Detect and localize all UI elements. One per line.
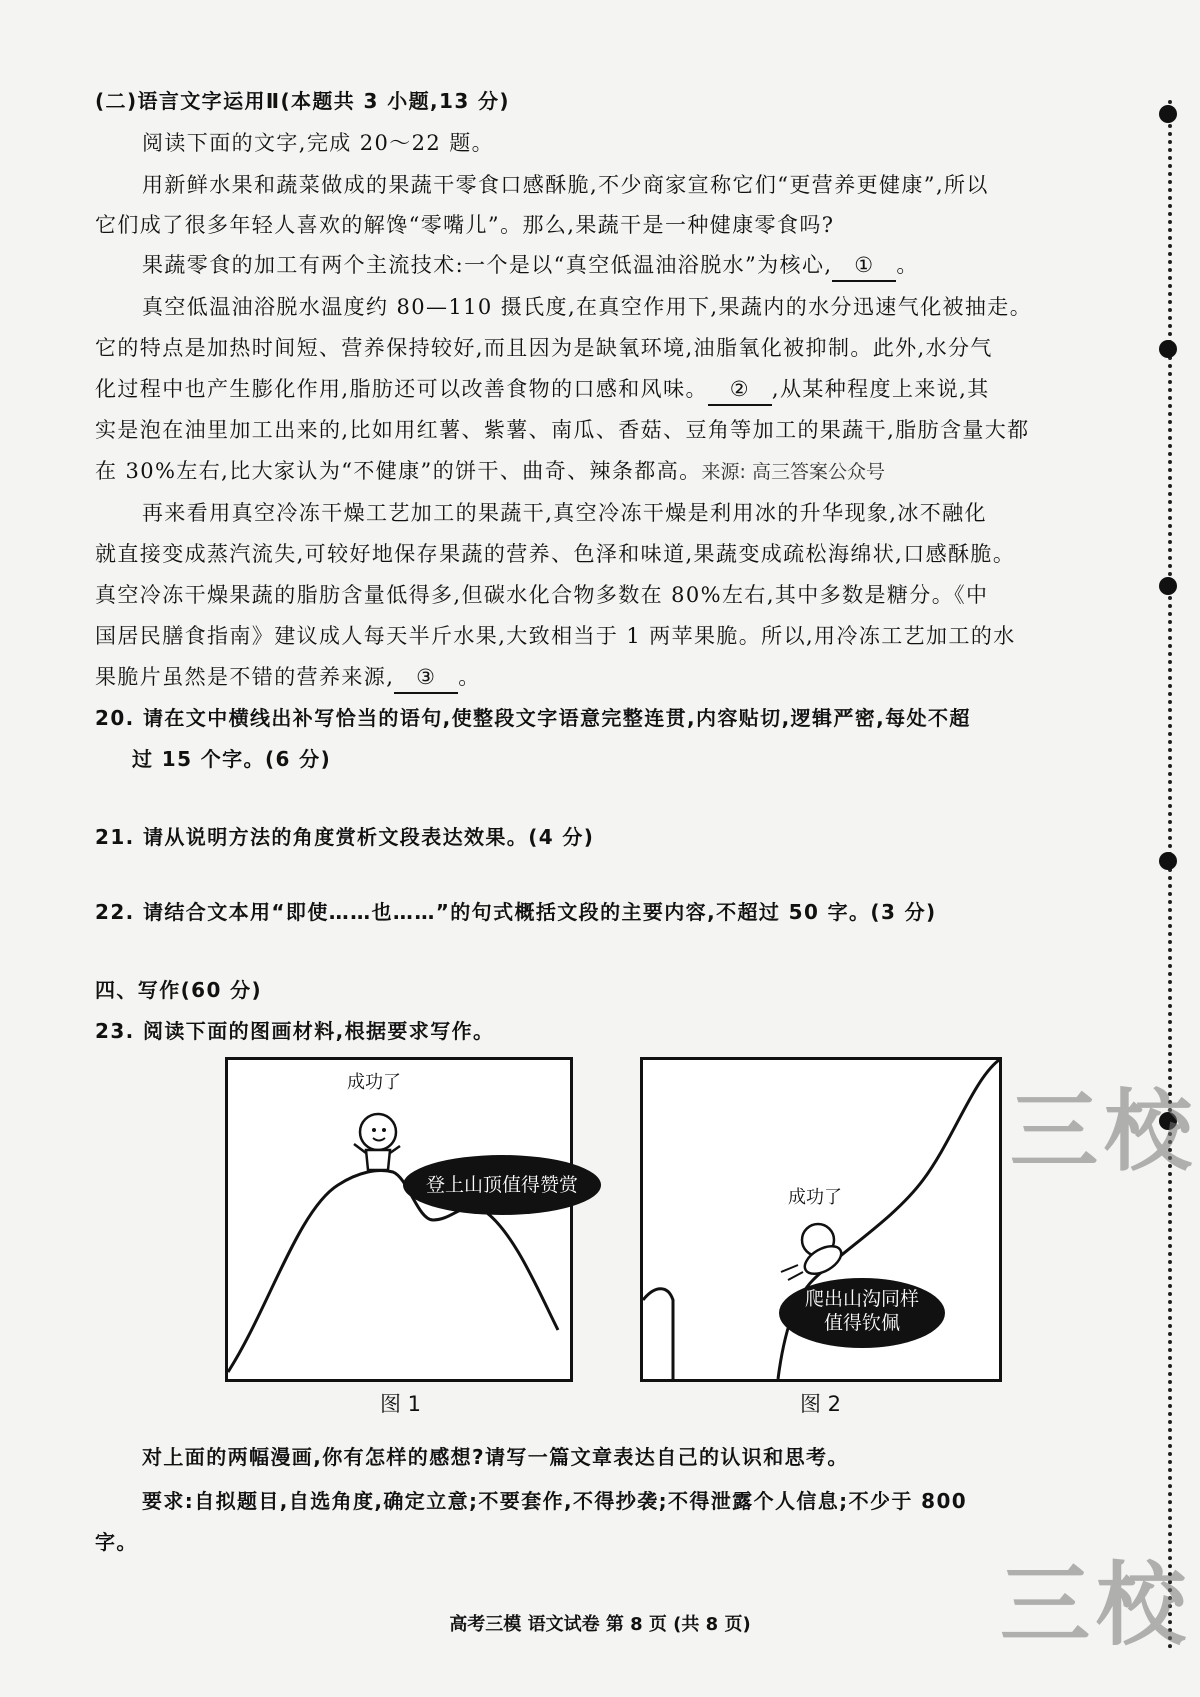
question-20-line-1: 20. 请在文中横线出补写恰当的语句,使整段文字语意完整连贯,内容贴切,逻辑严密,每处不超 [95, 706, 971, 730]
figure-2-caption: 图 2 [800, 1392, 842, 1416]
reading-instruction: 阅读下面的文字,完成 20～22 题。 [142, 131, 495, 155]
figure-1-speech: 成功了 [347, 1072, 401, 1093]
figure-1-caption: 图 1 [380, 1392, 422, 1416]
paragraph-4-line-3: 真空冷冻干燥果蔬的脂肪含量低得多,但碳水化合物多数在 80%左右,其中多数是糖分。《中 [95, 583, 989, 607]
paragraph-3-line-5 [95, 456, 885, 487]
binding-dot [1159, 577, 1177, 595]
question-22: 22. 请结合文本用“即使……也……”的句式概括文段的主要内容,不超过 50 字。(3 分) [95, 900, 937, 924]
figure-2-bubble-line-2: 值得钦佩 [823, 1312, 900, 1334]
figure-2-bubble [779, 1278, 945, 1348]
paragraph-3-line-1: 真空低温油浴脱水温度约 80—110 摄氏度,在真空作用下,果蔬内的水分迅速气化被抽走。 [142, 295, 1033, 319]
mountain-peak-drawing [228, 1060, 570, 1379]
paragraph-3-line-3 [95, 374, 990, 406]
blank-1: ① [832, 250, 896, 282]
source-note: 来源: 高三答案公众号 [701, 461, 885, 483]
binding-dot [1159, 340, 1177, 358]
paragraph-4-line-5 [95, 662, 481, 694]
question-20-line-2: 过 15 个字。(6 分) [132, 747, 332, 771]
cartoon-figure-2 [640, 1057, 1002, 1382]
paragraph-4-end: 。 [458, 665, 481, 689]
section-4-title: 四、写作(60 分) [95, 978, 263, 1002]
binding-dotted-line [1168, 100, 1172, 1650]
paragraph-4-line-1: 再来看用真空冷冻干燥工艺加工的果蔬干,真空冷冻干燥是利用冰的升华现象,冰不融化 [142, 501, 987, 525]
paragraph-2-text: 果蔬零食的加工有两个主流技术:一个是以“真空低温油浴脱水”为核心, [142, 253, 833, 277]
figure-2-bubble-line-1: 爬出山沟同样 [804, 1288, 919, 1310]
blank-3: ③ [394, 662, 458, 694]
page-footer: 高考三模 语文试卷 第 8 页 (共 8 页) [449, 1614, 751, 1635]
section-2-title: (二)语言文字运用Ⅱ(本题共 3 小题,13 分) [95, 89, 510, 113]
paragraph-4-line-4: 国居民膳食指南》建议成人每天半斤水果,大致相当于 1 两苹果脆。所以,用冷冻工艺加工的水 [95, 624, 1016, 648]
writing-prompt: 对上面的两幅漫画,你有怎样的感想?请写一篇文章表达自己的认识和思考。 [142, 1445, 849, 1469]
paragraph-4-text: 果脆片虽然是不错的营养来源, [95, 665, 395, 689]
paragraph-2-line-1 [142, 250, 919, 282]
paragraph-3-text-c: 在 30%左右,比大家认为“不健康”的饼干、曲奇、辣条都高。 [95, 459, 702, 483]
bleed-through-mark-2: 三校 [1000, 1552, 1192, 1658]
paragraph-3-text-b: ,从某种程度上来说,其 [771, 377, 990, 401]
writing-requirements-line-2: 字。 [95, 1530, 138, 1554]
paragraph-3-text-a: 化过程中也产生膨化作用,脂肪还可以改善食物的口感和风味。 [95, 377, 708, 401]
figure-1-bubble: 登上山顶值得赞赏 [403, 1155, 601, 1215]
paragraph-4-line-2: 就直接变成蒸汽流失,可较好地保存果蔬的营养、色泽和味道,果蔬变成疏松海绵状,口感酥脆。 [95, 542, 1016, 566]
paragraph-2-end: 。 [896, 253, 919, 277]
blank-2: ② [708, 374, 772, 406]
cartoon-figure-1 [225, 1057, 578, 1382]
paragraph-3-line-2: 它的特点是加热时间短、营养保持较好,而且因为是缺氧环境,油脂氧化被抑制。此外,水分气 [95, 336, 993, 360]
paragraph-1-line-1: 用新鲜水果和蔬菜做成的果蔬干零食口感酥脆,不少商家宣称它们“更营养更健康”,所以 [142, 173, 989, 197]
binding-dot [1159, 105, 1177, 123]
binding-dot [1159, 852, 1177, 870]
paragraph-1-line-2: 它们成了很多年轻人喜欢的解馋“零嘴儿”。那么,果蔬干是一种健康零食吗? [95, 213, 835, 237]
bleed-through-mark-1: 三校 [1010, 1079, 1199, 1183]
figure-2-speech: 成功了 [788, 1187, 842, 1208]
question-21: 21. 请从说明方法的角度赏析文段表达效果。(4 分) [95, 825, 595, 849]
question-23: 23. 阅读下面的图画材料,根据要求写作。 [95, 1019, 495, 1043]
writing-requirements-line-1: 要求:自拟题目,自选角度,确定立意;不要套作,不得抄袭;不得泄露个人信息;不少于 800 [142, 1489, 968, 1513]
paragraph-3-line-4: 实是泡在油里加工出来的,比如用红薯、紫薯、南瓜、香菇、豆角等加工的果蔬干,脂肪含量大都 [95, 418, 1030, 442]
